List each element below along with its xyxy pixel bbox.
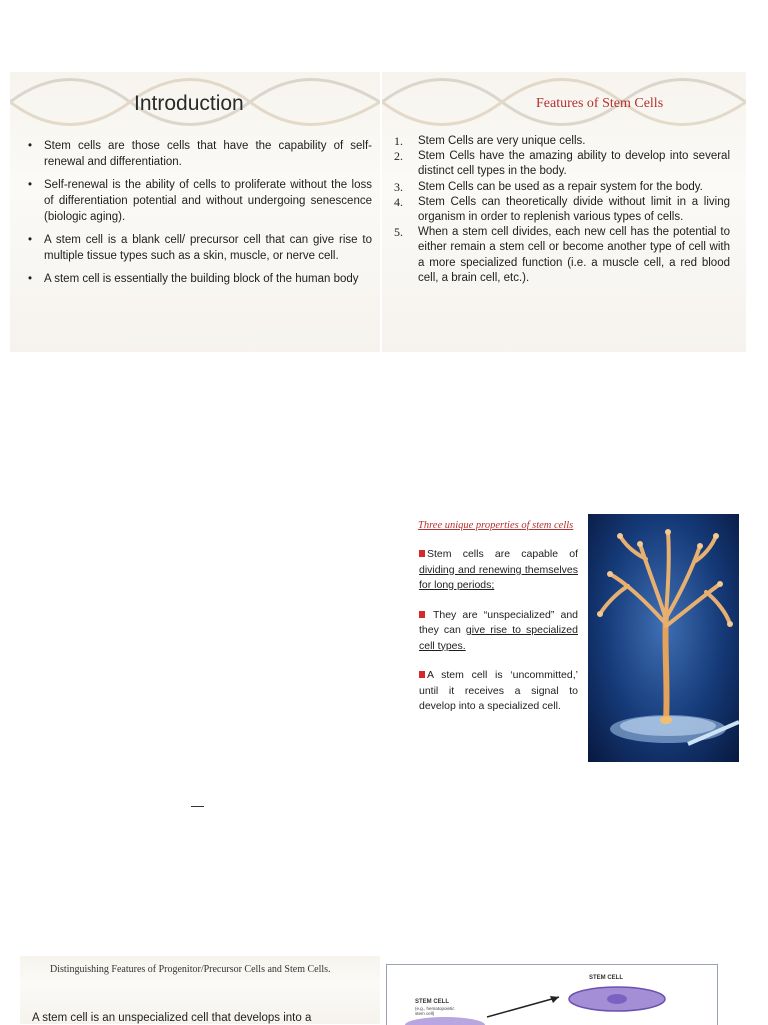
diagram-label-stem-cell-left: STEM CELL bbox=[415, 999, 449, 1005]
diagram-label-stem-cell: STEM CELL bbox=[589, 975, 623, 981]
stem-cell-tree-image bbox=[588, 514, 739, 762]
bullet-item: • A stem cell is a blank cell/ precursor cell that can give rise to multiple tissue types such as a skin, muscle, or nerve cell. bbox=[28, 234, 372, 262]
diagram-graphic bbox=[387, 965, 717, 1025]
slide-body-text: A stem cell is an unspecialized cell that develops into a bbox=[32, 1012, 312, 1024]
numbered-list bbox=[394, 134, 730, 286]
separator-mark bbox=[191, 806, 204, 807]
bullet-square-icon bbox=[419, 611, 425, 618]
slide-title: Distinguishing Features of Progenitor/Precursor Cells and Stem Cells. bbox=[50, 964, 331, 975]
list-item: 1. Stem Cells are very unique cells. bbox=[394, 134, 586, 148]
bullet-square-icon bbox=[419, 671, 425, 678]
slide-introduction bbox=[10, 72, 380, 352]
slide-properties bbox=[412, 514, 739, 762]
list-item: 2. Stem Cells have the amazing ability to develop into several distinct cell types in the body. bbox=[394, 149, 730, 178]
slide-title: Features of Stem Cells bbox=[536, 96, 664, 111]
property-list bbox=[419, 547, 578, 729]
property-item: They are “unspecialized” and they can give rise to specialized cell types. bbox=[419, 608, 578, 652]
slide-diagram bbox=[386, 964, 718, 1025]
bullet-item: • Stem cells are those cells that have the capability of self-renewal and differentiation. bbox=[28, 140, 372, 168]
stem-cell-illustration bbox=[588, 514, 739, 762]
slide-title: Three unique properties of stem cells bbox=[418, 520, 574, 531]
slide-features bbox=[382, 72, 746, 352]
list-item: 3. Stem Cells can be used as a repair system for the body. bbox=[394, 179, 703, 194]
bullet-list bbox=[24, 138, 372, 294]
bullet-item: • A stem cell is essentially the building block of the human body bbox=[28, 273, 359, 285]
slide-title: Introduction bbox=[134, 92, 244, 115]
bullet-square-icon bbox=[419, 550, 425, 557]
property-item: Stem cells are capable of dividing and renewing themselves for long periods; bbox=[419, 548, 578, 591]
list-item: 4. Stem Cells can theoretically divide without limit in a living organism in order to replenish various types of cells. bbox=[394, 194, 730, 224]
diagram-label-subtitle: (e.g., hematopoietic stem cell) bbox=[415, 1006, 455, 1016]
property-item: A stem cell is ‘uncommitted,’ until it receives a signal to develop into a specialized cell. bbox=[419, 669, 578, 712]
bullet-item: • Self-renewal is the ability of cells to proliferate without the loss of differentiation potential and without undergoing senescence (biologic aging). bbox=[28, 179, 372, 223]
list-item: 5. When a stem cell divides, each new cell has the potential to either remain a stem cell or become another type of cell with a more specialized function (i.e. a muscle cell, a red blood cell, a brain cell, etc.). bbox=[394, 225, 730, 284]
slide-distinguishing bbox=[20, 956, 380, 1024]
